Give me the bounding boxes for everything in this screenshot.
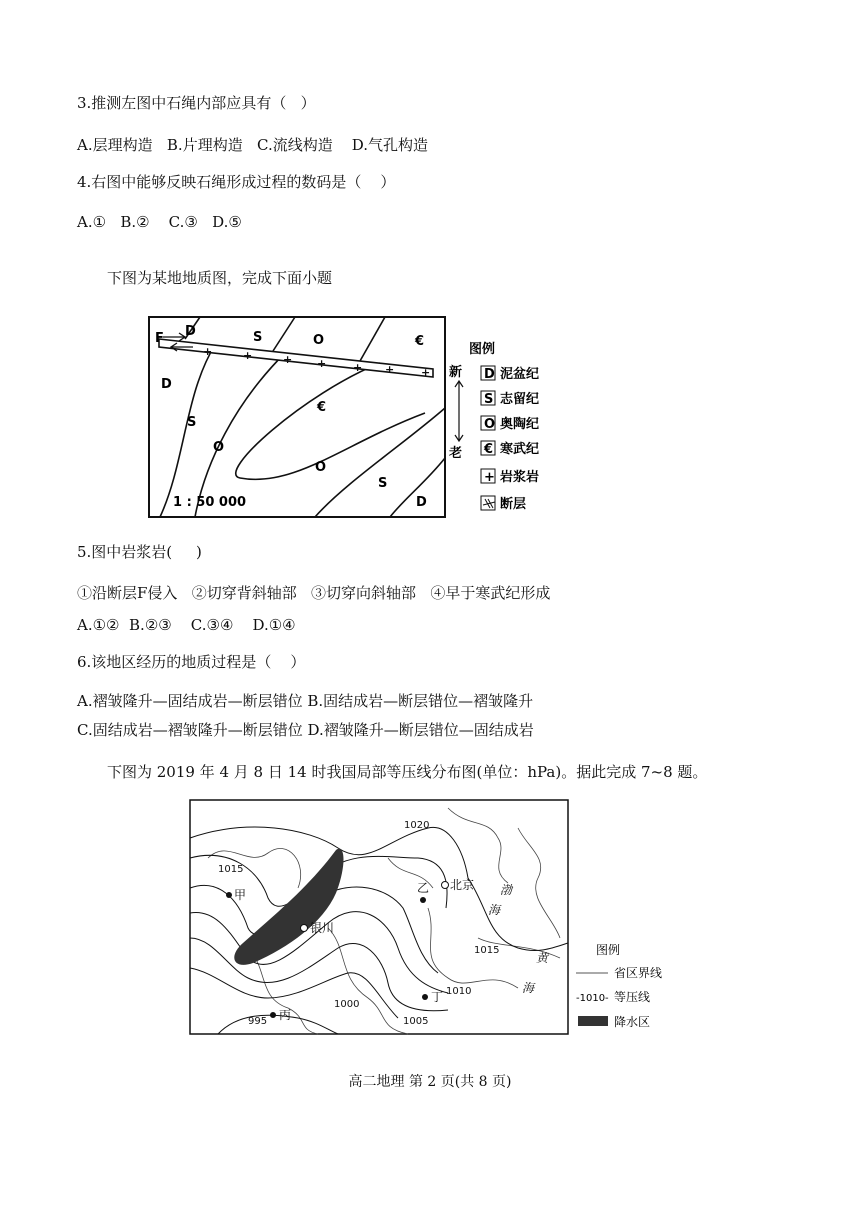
igneous-mark: + <box>385 363 395 376</box>
stratum-label: S <box>187 415 197 430</box>
legend-old: 老 <box>449 446 463 461</box>
stratum-label: € <box>415 334 425 349</box>
stratum-label: O <box>315 460 327 475</box>
legend-symbol: € <box>484 442 494 457</box>
geo-map-intro: 下图为某地地质图，完成下面小题 <box>107 269 333 287</box>
place-label: 乙 <box>417 881 430 895</box>
stratum-label: S <box>253 330 263 345</box>
page-footer: 高二地理 第 2 页(共 8 页) <box>348 1074 512 1090</box>
place-dot <box>442 882 449 889</box>
legend-title: 图例 <box>469 342 496 357</box>
legend-symbol: D <box>484 367 495 382</box>
isobar-label: 995 <box>248 1016 268 1027</box>
q4-stem: 4.右图中能够反映石绳形成过程的数码是（ ） <box>77 173 396 191</box>
igneous-mark: + <box>353 361 363 374</box>
isobar-map <box>188 798 688 1038</box>
stratum-label: D <box>416 495 427 510</box>
map-scale: 1 : 50 000 <box>173 495 247 510</box>
place-dot <box>301 925 308 932</box>
legend-text: 奥陶纪 <box>500 417 540 432</box>
stratum-label: S <box>378 476 388 491</box>
isobar-label: 1000 <box>334 999 360 1010</box>
q6-option-ab: A.褶皱隆升—固结成岩—断层错位 B.固结成岩—断层错位—褶皱隆升 <box>77 692 534 710</box>
age-arrow <box>455 381 463 441</box>
legend-text: 省区界线 <box>614 966 663 980</box>
legend-text: 断层 <box>500 497 527 512</box>
sea-label: 渤 <box>500 883 513 897</box>
stratum-label: O <box>213 440 225 455</box>
legend-symbol: S <box>484 392 494 407</box>
legend-text: 志留纪 <box>500 392 540 407</box>
q6-option-cd: C.固结成岩—褶皱隆升—断层错位 D.褶皱隆升—断层错位—固结成岩 <box>77 721 534 739</box>
precipitation-icon <box>578 1016 608 1026</box>
igneous-mark: + <box>243 349 253 362</box>
sea-label: 海 <box>522 981 535 995</box>
place-label: 甲 <box>234 888 247 902</box>
igneous-mark: + <box>317 357 327 370</box>
q3-options: A.层理构造 B.片理构造 C.流线构造 D.气孔构造 <box>77 136 429 154</box>
place-label: 北京 <box>450 878 475 892</box>
igneous-mark: + <box>283 353 293 366</box>
legend-text: 泥盆纪 <box>500 367 540 382</box>
place-label: 银川 <box>310 921 335 935</box>
place-label: 丁 <box>431 990 444 1004</box>
legend-symbol: O <box>484 417 496 432</box>
igneous-mark: + <box>203 345 213 358</box>
legend-symbol: + <box>484 470 495 485</box>
q5-statements: ①沿断层F侵入 ②切穿背斜轴部 ③切穿向斜轴部 ④早于寒武纪形成 <box>77 584 551 602</box>
place-dot <box>422 994 428 1000</box>
legend-new: 新 <box>449 365 463 380</box>
stratum-label: D <box>161 377 172 392</box>
q3-stem: 3.推测左图中石绳内部应具有（ ） <box>77 94 316 112</box>
q6-stem: 6.该地区经历的地质过程是（ ） <box>77 653 306 671</box>
q5-stem: 5.图中岩浆岩( ) <box>77 543 202 561</box>
q4-options: A.① B.② C.③ D.⑤ <box>77 213 242 231</box>
legend-symbol: -1010- <box>576 993 609 1004</box>
legend-text: 等压线 <box>614 990 651 1004</box>
isobar-label: 1020 <box>404 820 430 831</box>
q5-options: A.①② B.②③ C.③④ D.①④ <box>77 616 296 634</box>
stratum-label: € <box>317 400 327 415</box>
pressure-map-intro: 下图为 2019 年 4 月 8 日 14 时我国局部等压线分布图(单位：hPa)。据此完成 7~8 题。 <box>107 763 708 781</box>
geological-map <box>145 313 565 523</box>
isobar-label: 1010 <box>446 986 472 997</box>
legend-title: 图例 <box>596 943 621 957</box>
stratum-label: D <box>185 324 196 339</box>
isobar-label: 1015 <box>474 945 500 956</box>
isobar-label: 1005 <box>403 1016 429 1027</box>
place-label: 丙 <box>279 1008 292 1022</box>
place-dot <box>226 892 232 898</box>
legend-text: 岩浆岩 <box>500 470 540 485</box>
legend-text: 降水区 <box>614 1015 651 1029</box>
place-dot <box>420 897 426 903</box>
place-dot <box>270 1012 276 1018</box>
stratum-label: O <box>313 333 325 348</box>
sea-label: 黄 <box>536 951 549 965</box>
isobar-label: 1015 <box>218 864 244 875</box>
legend-text: 寒武纪 <box>500 442 540 457</box>
igneous-mark: + <box>421 366 431 379</box>
fault-label: F <box>155 331 164 346</box>
sea-label: 海 <box>488 903 501 917</box>
